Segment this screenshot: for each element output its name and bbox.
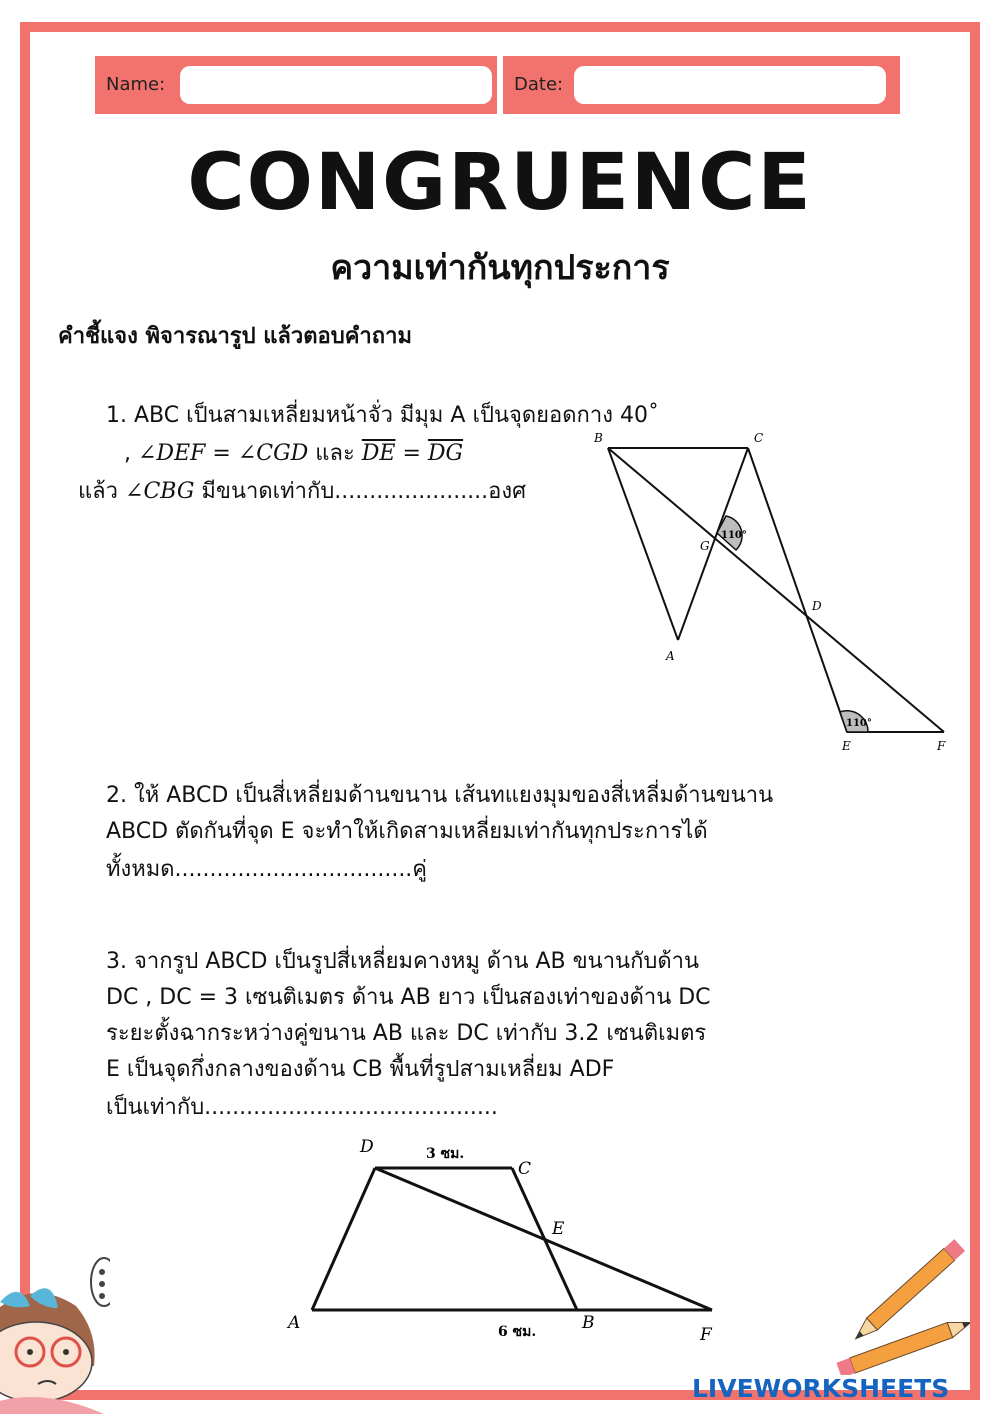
fig1-angle-e-label: 110° [846,718,872,729]
fig1-label-a: A [666,649,675,663]
figure-1 [580,420,970,760]
q1-segment-dg: $\overline{DG}$ [427,441,464,466]
q1-line2 [124,436,463,472]
fig2-top-length: 3 ซม. [426,1146,465,1162]
name-label: Name: [106,74,166,95]
fig2-label-d: D [360,1137,374,1157]
fig1-label-b: B [594,431,603,445]
pencils-illustration [820,1230,970,1375]
q1-answer-blank[interactable]: มีขนาดเท่ากับ......................องศ [194,479,527,504]
q1-segment-de: $\overline{DE}$ [361,441,396,466]
liveworksheets-logo: LIVEWORKSHEETS [692,1374,950,1403]
q3-line4: E เป็นจุดกึ่งกลางของด้าน CB พื้นที่รูปสามเหลี่ยม ADF [106,1057,615,1082]
q3-line3: ระยะตั้งฉากระหว่างคู่ขนาน AB และ DC เท่ากับ 3.2 เซนติเมตร [106,1021,707,1046]
fig1-label-e: E [842,739,851,753]
fig2-label-a: A [288,1313,301,1333]
q1-equals: = [395,441,428,466]
fig1-angle-g-label: 110° [721,530,747,541]
q2-line2: ABCD ตัดกันที่จุด E จะทำให้เกิดสามเหลี่ยมเท่ากันทุกประการได้ [106,819,708,844]
fig1-label-d: D [812,599,822,613]
fig1-label-g: G [700,539,710,553]
fig2-label-e: E [552,1219,565,1239]
q3-line2: DC , DC = 3 เซนติเมตร ด้าน AB ยาว เป็นสองเท่าของด้าน DC [106,985,711,1010]
fig2-label-b: B [582,1313,595,1333]
fig2-bottom-length: 6 ซม. [498,1324,537,1340]
date-input[interactable] [574,66,886,104]
q3-answer-blank[interactable]: เป็นเท่ากับ.......................................... [106,1095,498,1120]
q1-line3 [78,474,586,510]
date-label: Date: [514,74,564,95]
fig1-label-f: F [937,739,946,753]
fig1-label-c: C [754,431,764,445]
q3-line1: 3. จากรูป ABCD เป็นรูปสี่เหลี่ยมคางหมู ด้าน AB ขนานกับด้าน [106,949,700,974]
name-input[interactable] [180,66,492,104]
page-subtitle: ความเท่ากันทุกประการ [330,248,670,288]
girl-illustration [0,1236,110,1414]
q1-line2-prefix: , [124,441,138,466]
q1-angle-equation: ∠DEF = ∠CGD [138,441,309,466]
q1-angle-cbg: ∠CBG [125,479,195,504]
page-title: CONGRUENCE [187,138,813,228]
q1-line1: 1. ABC เป็นสามเหลี่ยมหน้าจั่ว มีมุม A เป็นจุดยอดกาง 40˚ [106,403,659,428]
q1-and: และ [308,441,362,466]
q2-answer-blank[interactable]: ทั้งหมด..................................คู่ [106,857,428,882]
q1-line3-prefix: แล้ว [78,479,126,504]
q2-line1: 2. ให้ ABCD เป็นสี่เหลี่ยมด้านขนาน เส้นทแยงมุมของสี่เหลี่มด้านขนาน [106,783,774,808]
figure-2 [280,1130,740,1350]
fig2-label-c: C [518,1159,532,1179]
instruction: คำชี้แจง พิจารณารูป แล้วตอบคำถาม [58,324,412,349]
fig2-label-f: F [700,1325,712,1345]
